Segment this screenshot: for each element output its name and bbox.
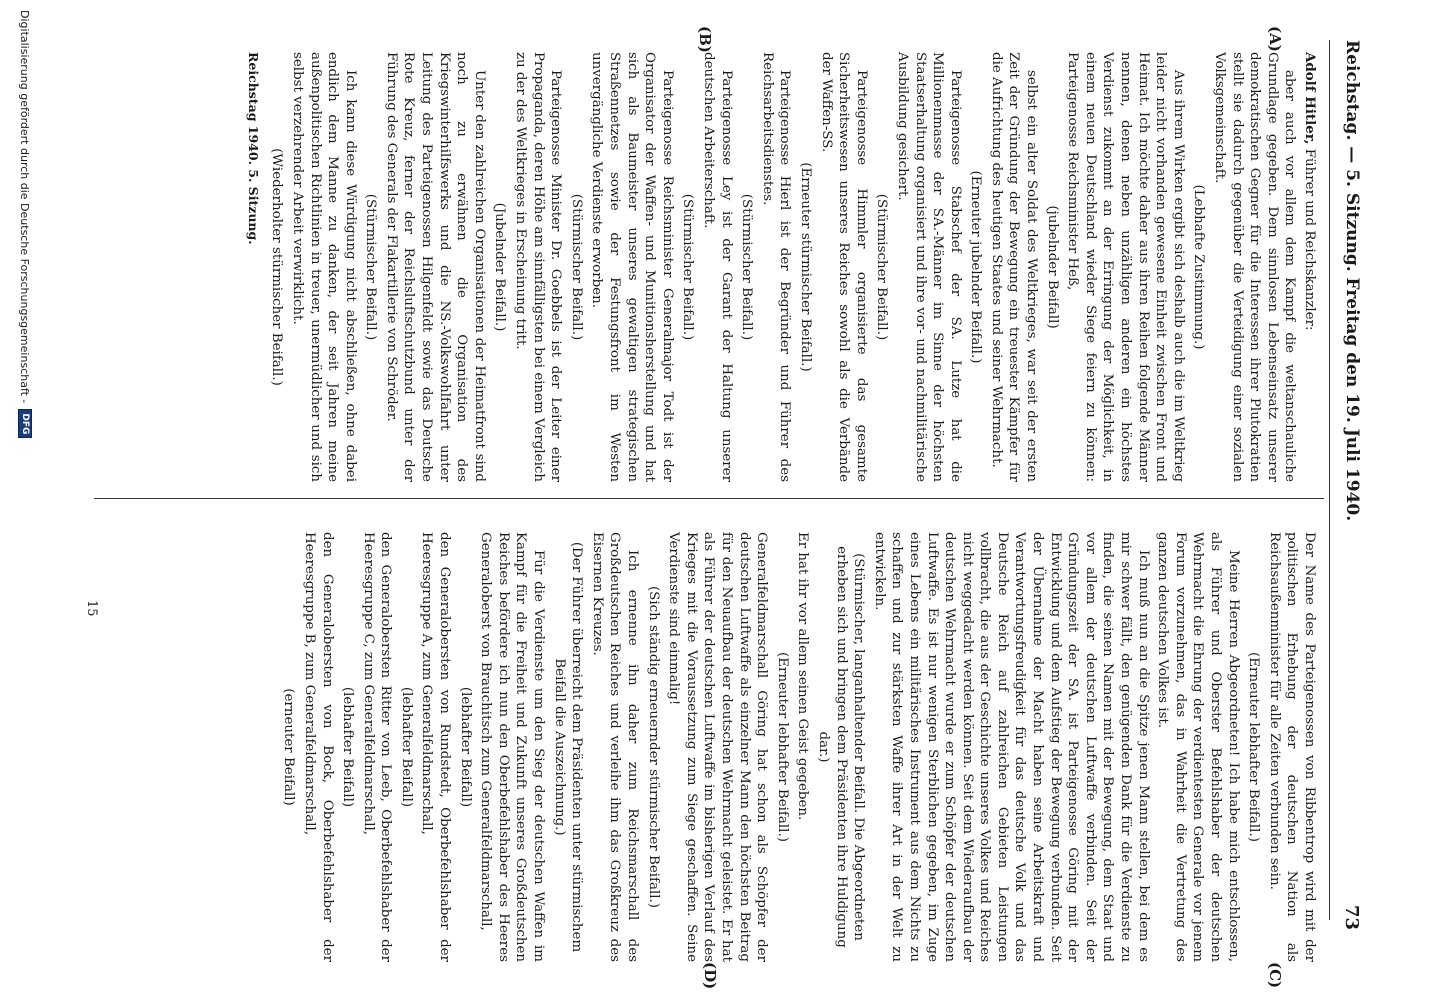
paragraph: Er hat ihr vor allem seinen Geist gegeben. — [795, 532, 811, 821]
stage-direction: (jubelnder Beifall) — [1044, 205, 1060, 329]
paragraph: Parteigenosse Hierl ist der Begründer und Führer des Reichsarbeitsdienstes. — [759, 52, 793, 482]
stage-direction: (erneuter Beifall) — [281, 688, 297, 806]
digitization-text: Digitalisierung gefördert durch die Deutsche Forschungsgemeinschaft - — [18, 10, 32, 404]
margin-marker-c: (C) — [1266, 962, 1284, 989]
paragraph: Aus ihrem Wirken ergibt sich deshalb auch die im Weltkrieg leider nicht vorhanden gewesene Einheit zwischen Front und Heimat. Ich möchte daher aus ihren Reihen folgende Männer nennen, denen neben unzähligen anderen ein höchstes Verdienst zukommt an der Erringung der Möglichkeit, in einem neuen Deutschland wieder Siege feiern zu können: Parteigenosse Reichsminister Heß, — [1065, 52, 1186, 482]
dfg-logo-icon: DFG — [18, 409, 32, 438]
stage-direction: (Sich ständig erneuernder stürmischer Beifall.) — [645, 585, 661, 909]
paragraph: selbst ein alter Soldat des Weltkrieges, war seit der ersten Zeit der Gründung der Bewegung ein treuester Kämpfer für die Aufrichtung des heutigen Staates und seiner Wehrmacht. — [988, 52, 1040, 482]
stage-direction: (Stürmischer Beifall.) — [874, 193, 890, 341]
stage-direction: (Erneuter stürmischer Beifall.) — [797, 162, 813, 372]
margin-marker-b: (B) — [696, 26, 714, 53]
stage-direction: (Jubelnder Beifall.) — [492, 202, 508, 332]
stage-direction: (Stürmischer Beifall.) — [739, 193, 755, 341]
stage-direction: (Erneuter lebhafter Beifall.) — [774, 652, 790, 842]
stage-direction: (Wiederholter stürmischer Beifall.) — [269, 148, 285, 386]
paragraph: Ich muß nun an die Spitze jenen Mann stellen, bei dem es mir schwer fällt, den genügenden Dank für die Verdienste zu finden, die seinen Namen mit der Bewegung, dem Staat und vor allem der deutschen Luftwaffe verbinden. Seit der Gründungszeit der SA. ist Parteigenosse Göring mit der Entwicklung und dem Aufstieg der Bewegung verbunden. Seit der Übernahme der Macht haben seine Arbeitskraft und Verantwortungsfreudigkeit für das deutsche Volk und das Deutsche Reich auf zahlreichen Gebieten Leistungen vollbracht, die aus der Geschichte unseres Volkes und Reiches nicht weggedacht werden können. Seit dem Wiederaufbau der deutschen Wehrmacht wurde er zum Schöpfer der deutschen Luftwaffe. Es ist nur wenigen Sterblichen gegeben, im Zuge eines Lebens ein militärisches Instrument aus dem Nichts zu schaffen und zur stärksten Waffe ihrer Art in der Welt zu entwickeln. — [871, 532, 1151, 962]
paragraph: Ich kann diese Würdigung nicht abschließen, ohne dabei endlich dem Manne zu danken, der seit Jahren meine außenpolitischen Richtlinien in treuer, unermüdlicher und sich selbst verzehrender Arbeit verwirklicht. — [289, 52, 358, 482]
stage-direction: (lebhafter Beifall) — [457, 686, 473, 808]
header-page-number: 73 — [1341, 905, 1362, 931]
margin-marker-d: (D) — [701, 962, 719, 990]
paragraph: Parteigenosse Ley ist der Garant der Haltung unserer deutschen Arbeiterschaft. — [701, 52, 734, 482]
speaker-line — [1300, 52, 1318, 482]
stage-direction: (Erneuter lebhafter Beifall.) — [1246, 652, 1262, 842]
paragraph: Parteigenosse Minister Dr. Goebbels ist der Leiter einer Propaganda, deren Höhe am sinnfälligsten bei einem Vergleich zu der des Weltkrieges in Erscheinung tritt. — [513, 52, 564, 482]
paragraph: Der Name des Parteigenossen von Ribbentrop wird mit der politischen Erhebung der deutschen Nation als Reichsaußenminister für alle Zeiten verbunden sein. — [1266, 532, 1317, 962]
paragraph: Parteigenosse Reichsminister Generalmajor Todt ist der Organisator der Waffen- und Munitionsherstellung und hat sich als Baumeister unseres gewaltigen strategischen Straßennetzes sowie der Festungsfront im Westen unvergängliche Verdienste erworben. — [589, 52, 675, 482]
page-number: 15 — [84, 600, 99, 617]
paragraph: Ich ernenne ihn daher zum Reichsmarschall des Großdeutschen Reiches und verleihe ihm das Großkreuz des Eisernen Kreuzes. — [589, 532, 641, 962]
stage-direction: (Der Führer überreicht dem Präsidenten unter stürmischem Beifall die Auszeichnung.) — [551, 541, 585, 953]
paragraph: den Generalobersten von Bock, Oberbefehlshaber der Heeresgruppe B, zum Generalfeldmarschall, — [301, 532, 335, 962]
stage-direction: (Lebhafte Zustimmung.) — [1191, 184, 1207, 350]
paragraph: Parteigenosse Stabschef der SA. Lutze hat die Millionenmasse der SA.-Männer im Sinne der höchsten Staatserhaltung organisiert und ihre vor- und nachmilitärische Ausbildung gesichert. — [894, 52, 963, 482]
stage-direction: (Stürmischer, langanhaltender Beifall. Die Abgeordneten erheben sich und bringen dem Präsidenten ihre Huldigung dar.) — [815, 546, 867, 948]
left-text-column — [242, 52, 1318, 482]
stage-direction: (lebhafter Beifall) — [398, 686, 414, 808]
margin-marker-a: (A) — [1266, 26, 1284, 52]
speaker-role: Führer und Reichskanzler: — [1302, 148, 1317, 331]
paragraph: Meine Herren Abgeordneten! Ich habe mich entschlossen, als Führer und Oberster Befehlshaber der deutschen Wehrmacht die Ehrung der verdientesten Generale vor jenem Forum vorzunehmen, das in Wahrheit die Vertretung des ganzen deutschen Volkes ist. — [1155, 532, 1241, 962]
paragraph: Parteigenosse Himmler organisierte das gesamte Sicherheitswesen unseres Reiches sowohl als die Verbände der Waffen-SS. — [818, 52, 869, 482]
paragraph: den Generalobersten von Rundstedt, Oberbefehlshaber der Heeresgruppe A, zum Generalfeldmarschall, — [419, 532, 453, 962]
column-divider — [94, 498, 1324, 499]
right-text-column — [277, 532, 1318, 962]
stage-direction: (Stürmischer Beifall.) — [680, 193, 696, 341]
paragraph: Generalfeldmarschall Göring hat schon als Schöpfer der deutschen Luftwaffe als einzelner Mann den höchsten Beitrag für den Neuaufbau der deutschen Wehrmacht geleistet. Er hat als Führer der deutschen Luftwaffe im bisherigen Verlauf des Krieges mit die Voraussetzung zum Siege geschaffen. Seine Verdienste sind einmalig! — [666, 532, 770, 962]
paragraph: Für die Verdienste um den Sieg der deutschen Waffen im Kampf für die Freiheit und Zukunft unseres Großdeutschen Reiches befördere ich nun den Oberbefehlshaber des Heeres Generaloberst von Brauchitsch zum Generalfeldmarschall, — [478, 532, 547, 962]
speaker-name: Adolf Hitler, — [1302, 52, 1318, 145]
paragraph: den Generalobersten Ritter von Leeb, Oberbefehlshaber der Heeresgruppe C, zum Generalfeldmarschall, — [360, 532, 394, 962]
paragraph: aber auch vor allem dem Kampf die weltanschauliche Grundlage gegeben. Dem sinnlosen Lebenseinsatz unserer demokratischen Gegner für die Interessen ihrer Plutokratien stellt sie dadurch gegenüber die Verteidigung einer sozialen Volksgemeinschaft. — [1212, 52, 1298, 482]
column-footer: Reichstag 1940. 5. Sitzung. — [245, 52, 261, 245]
paragraph: Unter den zahlreichen Organisationen der Heimatfront sind noch zu erwähnen die Organisation des Kriegswinterhilfswerks und die NS.-Volkswohlfahrt unter Leitung des Parteigenossen Hilgenfeldt sowie das Deutsche Rote Kreuz, ferner der Reichsluftschutzbund unter der Führung des Generals der Flakartillerie von Schröder. — [383, 52, 487, 482]
digitization-note — [18, 10, 32, 438]
stage-direction: (Stürmischer Beifall.) — [363, 193, 379, 341]
stage-direction: (lebhafter Beifall) — [340, 686, 356, 808]
stage-direction: (Stürmischer Beifall.) — [568, 193, 584, 341]
header-rule — [1329, 40, 1330, 920]
running-header: Reichstag. — 5. Sitzung. Freitag den 19. Juli 1940. — [1342, 40, 1362, 522]
stage-direction: (Erneuter jubelnder Beifall.) — [968, 170, 984, 364]
